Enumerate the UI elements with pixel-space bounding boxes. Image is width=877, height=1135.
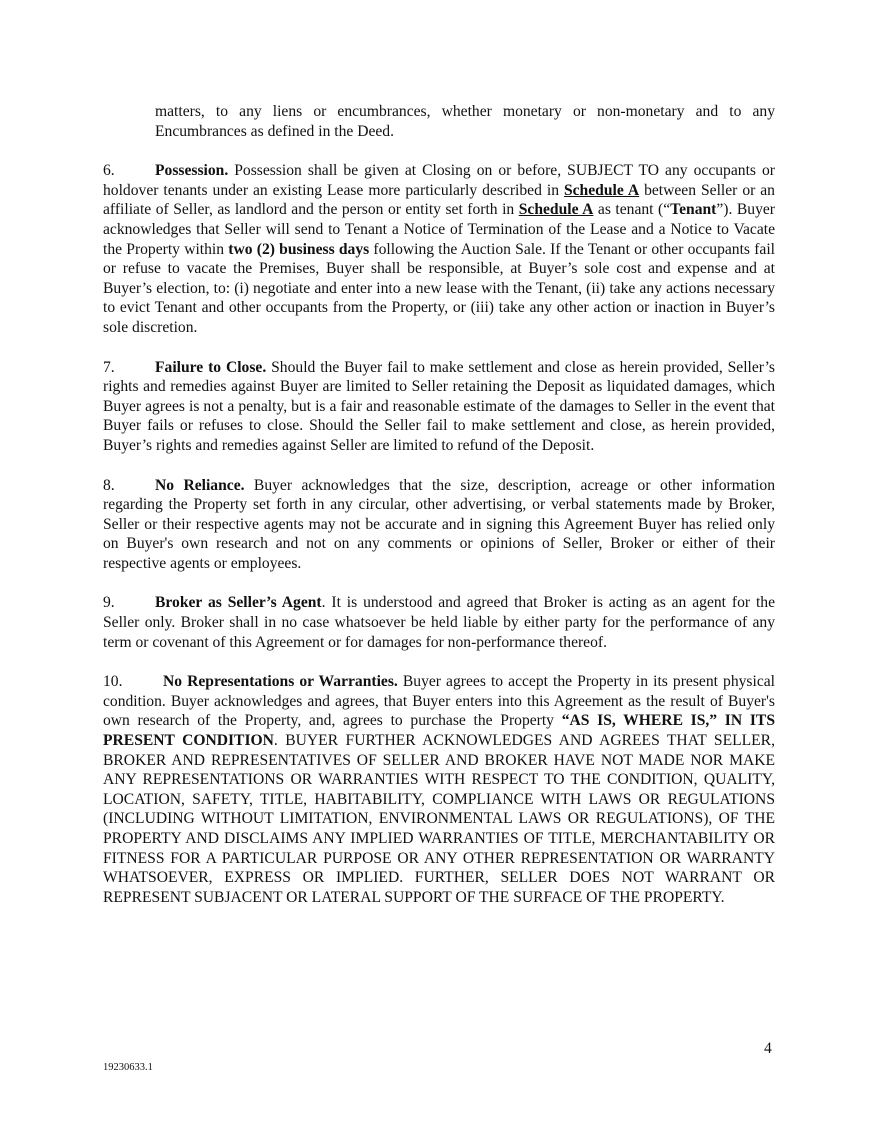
section-text: as tenant (“: [593, 201, 671, 219]
section-title: No Reliance.: [155, 476, 245, 494]
section-7-failure-to-close: [103, 358, 775, 456]
section-8-no-reliance: [103, 476, 775, 574]
intro-paragraph: [103, 102, 775, 141]
section-number: 7.: [103, 358, 115, 376]
section-text: . BUYER FURTHER ACKNOWLEDGES AND AGREES THAT SELLER, BROKER AND REPRESENTATIVES OF SELLER AND BROKER HAVE NOT MADE NOR MAKE ANY REPRESENTATIONS OR WARRANTIES WITH RESPECT TO THE CONDITION, QUALITY, LOCATION, SAFETY, TITLE, HABITABILITY, COMPLIANCE WITH LAWS OR REGULATIONS (INCLUDING WITHOUT LIMITATION, ENVIRONMENTAL LAWS OR REGULATIONS), OF THE PROPERTY AND DISCLAIMS ANY IMPLIED WARRANTIES OF TITLE, MERCHANTABILITY OR FITNESS FOR A PARTICULAR PURPOSE OR ANY OTHER REPRESENTATION OR WARRANTY WHATSOEVER, EXPRESS OR IMPLIED. FURTHER, SELLER DOES NOT WARRANT OR REPRESENT SUBJACENT OR LATERAL SUPPORT OF THE SURFACE OF THE PROPERTY.: [103, 732, 775, 906]
document-id: 19230633.1: [103, 1062, 153, 1073]
section-text: Should the Buyer fail to make settlement and close as herein provided, Seller’s rights and remedies against Buyer are limited to Seller retaining the Deposit as liquidated damages, which Buyer agrees is not a penalty, but is a fair and reasonable estimate of the damages to Seller in the event that Buyer fails or refuses to close. Should the Seller fail to make settlement and close, as herein provided, Buyer’s rights and remedies against Seller are limited to refund of the Deposit.: [103, 358, 775, 454]
section-text: between Seller or an affiliate of Seller, as landlord and the person or entity set forth in: [103, 181, 775, 219]
section-text: Buyer agrees to accept the Property in its present physical condition. Buyer acknowledges and agrees, that Buyer enters into this Agreement as the result of Buyer's own research of the Property, and, agrees to purchase the Property: [103, 673, 775, 730]
section-number: 8.: [103, 476, 115, 494]
section-number: 9.: [103, 594, 115, 612]
schedule-a-reference: Schedule A: [563, 181, 640, 199]
section-9-broker-as-agent: [103, 593, 775, 652]
section-text: . It is understood and agreed that Broker is acting as an agent for the Seller only. Broker shall in no case whatsoever be held liable by either party for the performance of any term or covenant of this Agreement or for damages for non-performance thereof.: [103, 594, 775, 651]
section-text: Possession shall be given at Closing on or before, SUBJECT TO any occupants or holdover tenants under an existing Lease more particularly described in: [103, 162, 775, 199]
section-text: ”). Buyer acknowledges that Seller will send to Tenant a Notice of Termination of the Lease and a Notice to Vacate the Property within: [103, 201, 775, 258]
page-number: 4: [764, 1040, 772, 1057]
section-title: No Representations or Warranties.: [163, 673, 398, 691]
section-title: Broker as Seller’s Agent: [155, 594, 322, 612]
section-number: 6.: [103, 162, 115, 180]
section-6-possession: [103, 161, 775, 337]
tenant-term: Tenant: [670, 201, 717, 219]
section-title: Failure to Close.: [155, 358, 267, 376]
section-text: Buyer acknowledges that the size, description, acreage or other information regarding the Property set forth in any circular, other advertising, or verbal statements made by Broker, Seller or their respective agents may not be accurate and in signing this Agreement Buyer has relied only on Buyer's own research and not on any comments or opinions of Seller, Broker or either of their respective agents or employees.: [103, 476, 776, 572]
schedule-a-reference: Schedule A: [518, 201, 594, 219]
document-page: [103, 102, 775, 927]
section-title: Possession.: [155, 162, 229, 180]
section-text: following the Auction Sale. If the Tenant or other occupants fail or refuse to vacate the Premises, Buyer shall be responsible, at Buyer’s sole cost and expense and at Buyer’s election, to: (i) negotiate and enter into a new lease with the Tenant, (ii) take any actions necessary to evict Tenant and other occupants from the Property, or (iii) take any other action or inaction in Buyer’s sole discretion.: [103, 240, 775, 336]
as-is-clause: “AS IS, WHERE IS,” IN ITS PRESENT CONDITION: [103, 712, 775, 750]
two-business-days: two (2) business days: [228, 240, 370, 258]
section-10-no-representations: [103, 672, 775, 907]
section-number: 10.: [103, 673, 123, 691]
intro-text: matters, to any liens or encumbrances, whether monetary or non-monetary and to any Encumbrances as defined in the Deed.: [155, 103, 775, 140]
